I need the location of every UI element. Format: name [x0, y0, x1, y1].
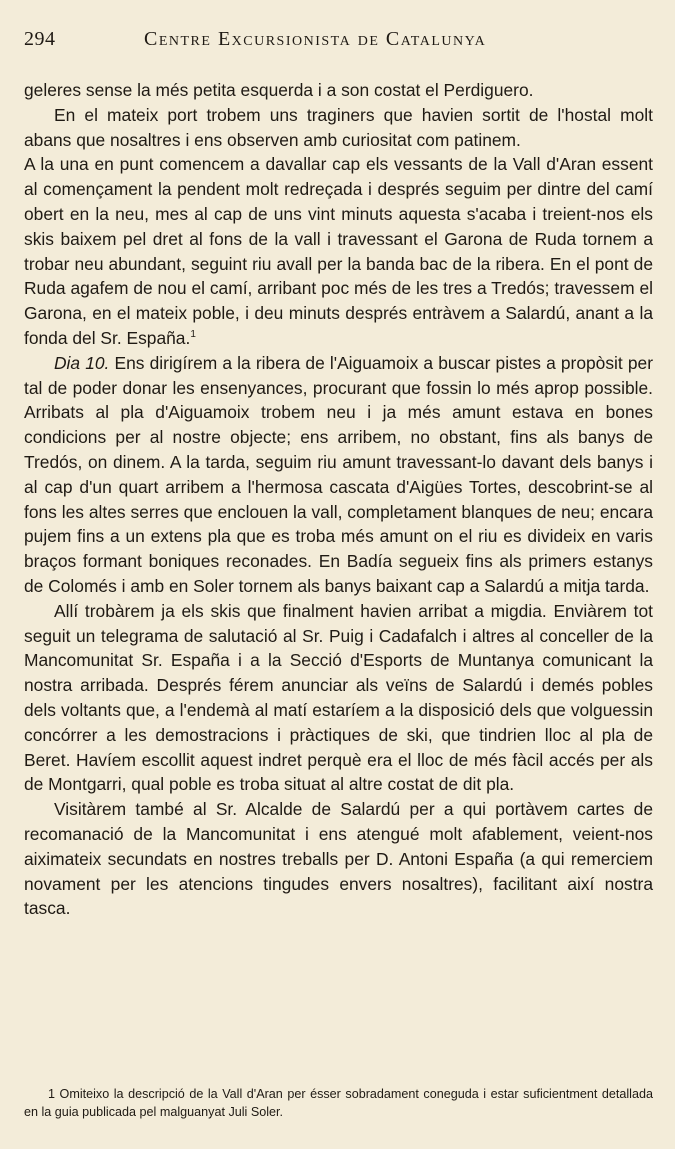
page-number: 294 — [24, 28, 56, 50]
paragraph-day-10 — [24, 351, 653, 599]
paragraph-text: geleres sense la més petita esquerda i a son costat el Perdiguero. — [24, 80, 534, 100]
paragraph-text: A la una en punt comencem a davallar cap els vessants de la Vall d'Aran essent al començament la pendent molt redreçada i després seguim per dintre del camí obert en la neu, mes al cap de uns vint minuts aquesta s'acaba i treient-nos els skis baixem pel dret al fons de la vall i travessant el Garona de Ruda tornem a trobar neu abundant, seguint riu avall per la banda bac de la ribera. En el pont de Ruda agafem de nou el camí, arribant poc més de les tres a Tredós; travessem el Garona, en el mateix poble, i deu minuts després entràvem a Salardú, anant a la fonda del Sr. España. — [24, 154, 653, 348]
footnote-number: 1 — [48, 1087, 56, 1101]
paragraph-text: En el mateix port trobem uns traginers que havien sortit de l'hostal molt abans que nosaltres i ens observen amb curiositat com patinem. — [24, 104, 653, 150]
day-label: Dia 10. — [54, 352, 110, 373]
paragraph — [24, 797, 653, 921]
paragraph — [24, 103, 653, 153]
paragraph-text: Allí trobàrem ja els skis que finalment havien arribat a migdia. Enviàrem tot seguit un telegrama de salutació al Sr. Puig i Cadafalch i altres al conceller de la Mancomunitat Sr. España i a la Secció d'Esports de Muntanya comunicant la nostra arribada. Després férem anunciar als veïns de Salardú i demés pobles dels voltants que, a l'endemà al matí estaríem a la disposició dels que volguessin concórrer a les demostracions i pràctiques de ski, que tindrien lloc al pla de Beret. Havíem escollit aquest indret perquè era el lloc de més fàcil accés per als de Montgarri, qual poble es troba situat al altre costat de dit pla. — [24, 600, 653, 795]
running-head — [24, 28, 653, 58]
paragraph-continuation — [24, 78, 653, 103]
body-text — [24, 78, 653, 921]
paragraph-text: Visitàrem també al Sr. Alcalde de Salardú per a qui portàvem cartes de recomanació de la Mancomunitat i ens atengué molt afablement, veient-nos aiximateix secundats en nostres treballs per D. Antoni España (a qui remerciem novament per les atencions tingudes envers nosaltres), facilitant així nostra tasca. — [24, 799, 653, 919]
footnote-reference: 1 — [190, 329, 196, 341]
paragraph-text: Ens dirigírem a la ribera de l'Aiguamoix a buscar pistes a propòsit per tal de poder donar les ensenyances, procurant que fossin lo més aprop possible. Arribats al pla d'Aiguamoix trobem neu i ja més amunt estava en bones condicions per al nostre objecte; ens arribem, no obstant, fins als banys de Tredós, on dinem. A la tarda, seguim riu amunt travessant-lo davant dels banys i al cap d'un quart arribem a l'hermosa cascata d'Aigües Tortes, descobrint-se al fons les altes serres que enclouen la vall, completament blanques de neu; encara pujem fins a un extens pla que es troba més amunt on el riu es divideix en varis braços formant boniques reconades. En Badía segueix fins als primers estanys de Colomés i amb en Soler tornem als banys baixant cap a Salardú a mitja tarda. — [24, 352, 653, 596]
header-title: Centre Excursionista de Catalunya — [144, 28, 487, 50]
paragraph — [24, 599, 653, 797]
paragraph — [24, 152, 653, 350]
footnote-text: Omiteixo la descripció de la Vall d'Aran per ésser sobradament coneguda i estar suficientment detallada en la guia publicada pel malguanyat Juli Soler. — [24, 1087, 653, 1119]
footnote — [24, 1085, 653, 1121]
